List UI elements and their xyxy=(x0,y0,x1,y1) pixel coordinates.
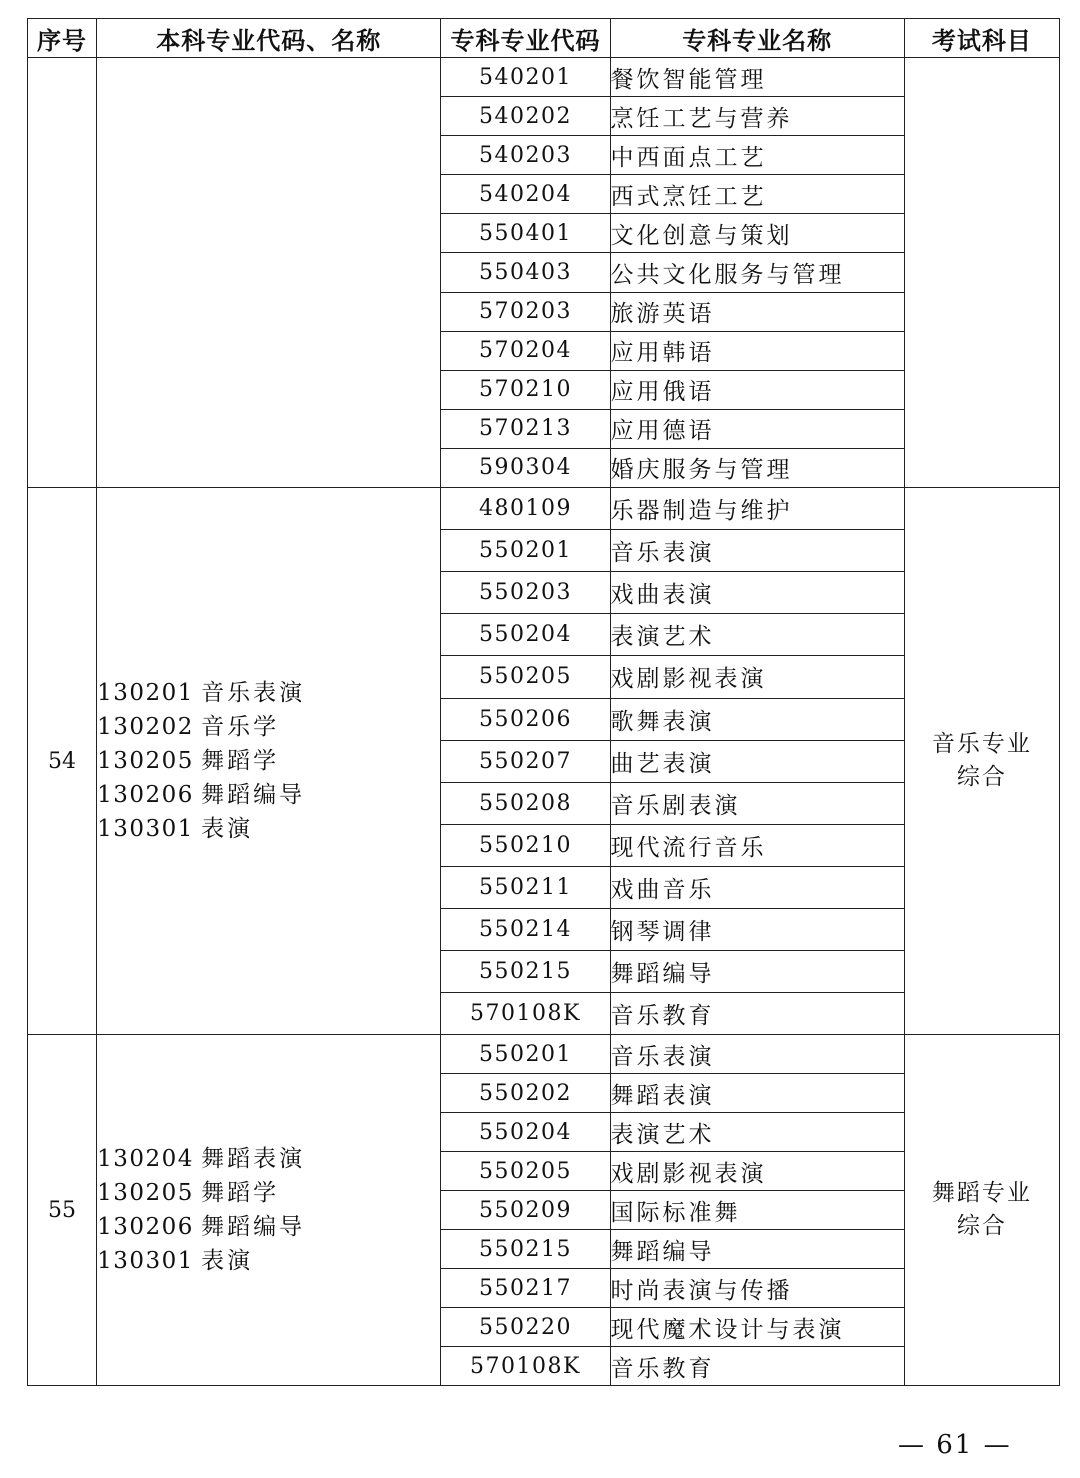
bachelor-code: 130204 xyxy=(97,1146,194,1173)
diploma-code: 480109 xyxy=(441,488,610,530)
diploma-code: 590304 xyxy=(441,448,610,487)
diploma-name: 钢琴调律 xyxy=(610,908,904,950)
bachelor-majors-cell xyxy=(97,58,441,488)
diploma-name: 表演艺术 xyxy=(610,1113,904,1152)
diploma-code: 570203 xyxy=(441,292,610,331)
diploma-code: 550215 xyxy=(441,1230,610,1269)
diploma-code: 550201 xyxy=(441,530,610,572)
diploma-name: 音乐表演 xyxy=(610,1035,904,1074)
diploma-name: 旅游英语 xyxy=(610,292,904,331)
bachelor-name: 表演 xyxy=(201,1248,254,1275)
diploma-code: 550209 xyxy=(441,1191,610,1230)
header-name: 专科专业名称 xyxy=(610,19,904,58)
table-row xyxy=(28,1035,1060,1074)
bachelor-code: 130206 xyxy=(97,782,194,809)
bachelor-name: 舞蹈学 xyxy=(201,748,280,775)
diploma-name: 戏剧影视表演 xyxy=(610,656,904,698)
diploma-code: 540203 xyxy=(441,136,610,175)
diploma-name: 舞蹈编导 xyxy=(610,951,904,993)
diploma-name: 应用德语 xyxy=(610,409,904,448)
table-body xyxy=(28,58,1060,1386)
header-bachelor: 本科专业代码、名称 xyxy=(97,19,441,58)
diploma-name: 音乐剧表演 xyxy=(610,782,904,824)
diploma-name: 表演艺术 xyxy=(610,614,904,656)
diploma-name: 国际标准舞 xyxy=(610,1191,904,1230)
diploma-code: 550208 xyxy=(441,782,610,824)
diploma-code: 570204 xyxy=(441,331,610,370)
bachelor-name: 舞蹈编导 xyxy=(201,782,306,809)
exam-subject xyxy=(904,1035,1059,1386)
group-seq: 54 xyxy=(28,488,97,1035)
diploma-code: 550204 xyxy=(441,614,610,656)
bachelor-code: 130301 xyxy=(97,1248,194,1275)
group-seq: 55 xyxy=(28,1035,97,1386)
majors-table xyxy=(27,18,1060,1386)
bachelor-major xyxy=(97,1210,440,1244)
diploma-name: 烹饪工艺与营养 xyxy=(610,97,904,136)
bachelor-major xyxy=(97,744,440,778)
bachelor-code: 130202 xyxy=(97,714,194,741)
diploma-code: 540202 xyxy=(441,97,610,136)
page-number: — 61 — xyxy=(898,1430,1012,1460)
diploma-code: 550201 xyxy=(441,1035,610,1074)
diploma-code: 570210 xyxy=(441,370,610,409)
diploma-name: 中西面点工艺 xyxy=(610,136,904,175)
diploma-code: 550206 xyxy=(441,698,610,740)
diploma-name: 舞蹈编导 xyxy=(610,1230,904,1269)
diploma-name: 应用俄语 xyxy=(610,370,904,409)
diploma-code: 570213 xyxy=(441,409,610,448)
header-code: 专科专业代码 xyxy=(441,19,610,58)
diploma-code: 550220 xyxy=(441,1308,610,1347)
bachelor-name: 表演 xyxy=(201,816,254,843)
bachelor-major xyxy=(97,1176,440,1210)
diploma-name: 时尚表演与传播 xyxy=(610,1269,904,1308)
exam-subject-line: 音乐专业 xyxy=(931,731,1032,758)
diploma-code: 550214 xyxy=(441,908,610,950)
bachelor-code: 130201 xyxy=(97,680,194,707)
diploma-name: 婚庆服务与管理 xyxy=(610,448,904,487)
diploma-code: 550204 xyxy=(441,1113,610,1152)
diploma-name: 戏曲表演 xyxy=(610,572,904,614)
table-row xyxy=(28,488,1060,530)
diploma-code: 550202 xyxy=(441,1074,610,1113)
diploma-name: 西式烹饪工艺 xyxy=(610,175,904,214)
diploma-code: 550210 xyxy=(441,824,610,866)
diploma-code: 540204 xyxy=(441,175,610,214)
diploma-name: 音乐表演 xyxy=(610,530,904,572)
header-seq: 序号 xyxy=(28,19,97,58)
diploma-code: 570108K xyxy=(441,993,610,1035)
diploma-name: 餐饮智能管理 xyxy=(610,58,904,97)
bachelor-code: 130205 xyxy=(97,748,194,775)
diploma-name: 应用韩语 xyxy=(610,331,904,370)
diploma-name: 乐器制造与维护 xyxy=(610,488,904,530)
bachelor-major xyxy=(97,778,440,812)
diploma-name: 现代魔术设计与表演 xyxy=(610,1308,904,1347)
diploma-name: 歌舞表演 xyxy=(610,698,904,740)
exam-subject xyxy=(904,58,1059,488)
diploma-code: 550205 xyxy=(441,1152,610,1191)
bachelor-name: 音乐学 xyxy=(201,714,280,741)
diploma-name: 公共文化服务与管理 xyxy=(610,253,904,292)
diploma-name: 曲艺表演 xyxy=(610,740,904,782)
diploma-code: 550207 xyxy=(441,740,610,782)
diploma-code: 550211 xyxy=(441,866,610,908)
header-subject: 考试科目 xyxy=(904,19,1059,58)
table-row xyxy=(28,58,1060,97)
table-header-row xyxy=(28,19,1060,58)
diploma-name: 舞蹈表演 xyxy=(610,1074,904,1113)
diploma-code: 550215 xyxy=(441,951,610,993)
bachelor-majors-cell xyxy=(97,1035,441,1386)
diploma-name: 文化创意与策划 xyxy=(610,214,904,253)
diploma-name: 音乐教育 xyxy=(610,1347,904,1386)
diploma-name: 戏曲音乐 xyxy=(610,866,904,908)
bachelor-majors-cell xyxy=(97,488,441,1035)
bachelor-code: 130205 xyxy=(97,1180,194,1207)
bachelor-code: 130206 xyxy=(97,1214,194,1241)
exam-subject-line: 综合 xyxy=(956,764,1007,791)
diploma-name: 现代流行音乐 xyxy=(610,824,904,866)
bachelor-code: 130301 xyxy=(97,816,194,843)
bachelor-name: 舞蹈编导 xyxy=(201,1214,306,1241)
diploma-code: 550203 xyxy=(441,572,610,614)
bachelor-major xyxy=(97,676,440,710)
bachelor-name: 音乐表演 xyxy=(201,680,306,707)
diploma-code: 570108K xyxy=(441,1347,610,1386)
bachelor-name: 舞蹈学 xyxy=(201,1180,280,1207)
bachelor-major xyxy=(97,812,440,846)
bachelor-major xyxy=(97,1244,440,1278)
exam-subject xyxy=(904,488,1059,1035)
bachelor-major xyxy=(97,710,440,744)
exam-subject-line: 综合 xyxy=(956,1213,1007,1240)
bachelor-major xyxy=(97,1142,440,1176)
diploma-code: 550205 xyxy=(441,656,610,698)
diploma-name: 音乐教育 xyxy=(610,993,904,1035)
diploma-name: 戏剧影视表演 xyxy=(610,1152,904,1191)
bachelor-name: 舞蹈表演 xyxy=(201,1146,306,1173)
diploma-code: 540201 xyxy=(441,58,610,97)
diploma-code: 550401 xyxy=(441,214,610,253)
diploma-code: 550403 xyxy=(441,253,610,292)
group-seq xyxy=(28,58,97,488)
exam-subject-line: 舞蹈专业 xyxy=(931,1180,1032,1207)
diploma-code: 550217 xyxy=(441,1269,610,1308)
